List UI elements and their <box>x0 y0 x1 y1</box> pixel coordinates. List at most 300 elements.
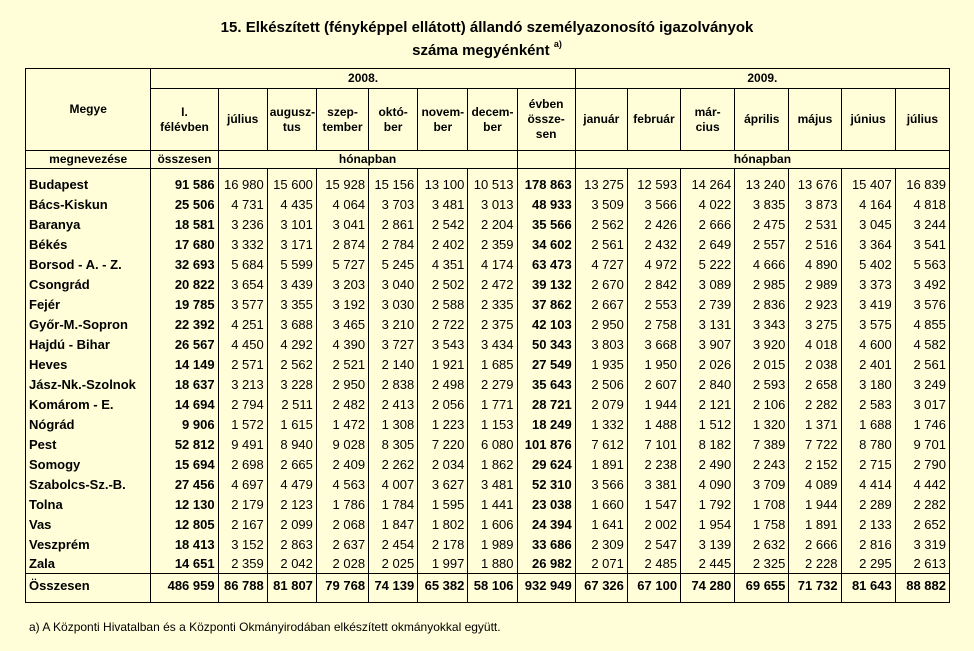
value-cell: 2 923 <box>789 294 841 314</box>
value-cell: 29 624 <box>517 454 575 474</box>
value-cell: 8 780 <box>841 434 895 454</box>
month-header-2009-0: január <box>575 89 627 151</box>
county-name: Veszprém <box>26 534 151 554</box>
value-cell: 3 228 <box>267 374 316 394</box>
value-cell: 52 310 <box>517 474 575 494</box>
value-cell: 2 511 <box>267 394 316 414</box>
county-name: Budapest <box>26 169 151 195</box>
value-cell: 2 506 <box>575 374 627 394</box>
value-cell: 19 785 <box>151 294 218 314</box>
value-cell: 2 056 <box>418 394 468 414</box>
value-cell: 1 308 <box>369 414 418 434</box>
month-header-2008-7: évben össze- sen <box>517 89 575 151</box>
value-cell: 2 583 <box>841 394 895 414</box>
value-cell: 2 667 <box>575 294 627 314</box>
value-cell: 4 697 <box>218 474 267 494</box>
value-cell: 2 482 <box>316 394 368 414</box>
value-cell: 3 509 <box>575 194 627 214</box>
value-cell: 2 262 <box>369 454 418 474</box>
value-cell: 28 721 <box>517 394 575 414</box>
value-cell: 3 709 <box>735 474 789 494</box>
value-cell: 1 944 <box>627 394 680 414</box>
value-cell: 15 694 <box>151 454 218 474</box>
value-cell: 13 240 <box>735 169 789 195</box>
value-cell: 3 434 <box>468 334 517 354</box>
value-cell: 2 516 <box>789 234 841 254</box>
title-footnote-mark: a) <box>553 39 562 49</box>
value-cell: 3 873 <box>789 194 841 214</box>
value-cell: 3 364 <box>841 234 895 254</box>
value-cell: 8 182 <box>681 434 735 454</box>
total-label: Összesen <box>26 574 151 603</box>
value-cell: 2 015 <box>735 354 789 374</box>
value-cell: 2 445 <box>681 554 735 574</box>
total-value-cell: 79 768 <box>316 574 368 603</box>
value-cell: 4 022 <box>681 194 735 214</box>
value-cell: 33 686 <box>517 534 575 554</box>
total-value-cell: 86 788 <box>218 574 267 603</box>
value-cell: 2 402 <box>418 234 468 254</box>
value-cell: 7 389 <box>735 434 789 454</box>
county-name: Csongrád <box>26 274 151 294</box>
value-cell: 2 666 <box>789 534 841 554</box>
value-cell: 3 439 <box>267 274 316 294</box>
value-cell: 3 419 <box>841 294 895 314</box>
value-cell: 3 465 <box>316 314 368 334</box>
value-cell: 3 089 <box>681 274 735 294</box>
value-cell: 2 698 <box>218 454 267 474</box>
value-cell: 2 521 <box>316 354 368 374</box>
value-cell: 3 210 <box>369 314 418 334</box>
table-row <box>26 374 950 394</box>
county-name: Nógrád <box>26 414 151 434</box>
value-cell: 4 007 <box>369 474 418 494</box>
value-cell: 2 561 <box>575 234 627 254</box>
value-cell: 14 651 <box>151 554 218 574</box>
value-cell: 5 222 <box>681 254 735 274</box>
value-cell: 5 599 <box>267 254 316 274</box>
table-row <box>26 554 950 574</box>
value-cell: 1 989 <box>468 534 517 554</box>
value-cell: 18 249 <box>517 414 575 434</box>
value-cell: 63 473 <box>517 254 575 274</box>
value-cell: 18 637 <box>151 374 218 394</box>
value-cell: 2 325 <box>735 554 789 574</box>
table-row <box>26 334 950 354</box>
data-table <box>25 68 950 603</box>
value-cell: 26 982 <box>517 554 575 574</box>
value-cell: 5 402 <box>841 254 895 274</box>
value-cell: 2 613 <box>895 554 949 574</box>
county-name: Szabolcs-Sz.-B. <box>26 474 151 494</box>
year-2009-header: 2009. <box>575 69 949 89</box>
value-cell: 2 038 <box>789 354 841 374</box>
value-cell: 1 708 <box>735 494 789 514</box>
value-cell: 2 950 <box>575 314 627 334</box>
value-cell: 3 835 <box>735 194 789 214</box>
county-name: Tolna <box>26 494 151 514</box>
month-header-2009-5: június <box>841 89 895 151</box>
value-cell: 23 038 <box>517 494 575 514</box>
value-cell: 3 703 <box>369 194 418 214</box>
total-value-cell: 74 139 <box>369 574 418 603</box>
value-cell: 3 013 <box>468 194 517 214</box>
value-cell: 1 921 <box>418 354 468 374</box>
total-value-cell: 74 280 <box>681 574 735 603</box>
value-cell: 3 803 <box>575 334 627 354</box>
table-row <box>26 414 950 434</box>
value-cell: 1 950 <box>627 354 680 374</box>
value-cell: 1 935 <box>575 354 627 374</box>
table-row <box>26 454 950 474</box>
value-cell: 14 264 <box>681 169 735 195</box>
value-cell: 2 607 <box>627 374 680 394</box>
value-cell: 2 204 <box>468 214 517 234</box>
value-cell: 1 997 <box>418 554 468 574</box>
value-cell: 2 034 <box>418 454 468 474</box>
value-cell: 22 392 <box>151 314 218 334</box>
value-cell: 13 676 <box>789 169 841 195</box>
total-value-cell: 67 100 <box>627 574 680 603</box>
value-cell: 4 450 <box>218 334 267 354</box>
month-header-2008-2: augusz- tus <box>267 89 316 151</box>
county-name: Jász-Nk.-Szolnok <box>26 374 151 394</box>
value-cell: 4 727 <box>575 254 627 274</box>
value-cell: 3 566 <box>627 194 680 214</box>
value-cell: 2 279 <box>468 374 517 394</box>
value-cell: 37 862 <box>517 294 575 314</box>
value-cell: 3 139 <box>681 534 735 554</box>
value-cell: 4 018 <box>789 334 841 354</box>
honapban-header-2009: hónapban <box>575 151 949 169</box>
value-cell: 14 149 <box>151 354 218 374</box>
value-cell: 2 531 <box>789 214 841 234</box>
value-cell: 2 562 <box>575 214 627 234</box>
total-value-cell: 71 732 <box>789 574 841 603</box>
value-cell: 2 140 <box>369 354 418 374</box>
value-cell: 52 812 <box>151 434 218 454</box>
total-value-cell: 69 655 <box>735 574 789 603</box>
month-header-2009-3: április <box>735 89 789 151</box>
value-cell: 3 332 <box>218 234 267 254</box>
value-cell: 3 688 <box>267 314 316 334</box>
value-cell: 2 123 <box>267 494 316 514</box>
county-name: Hajdú - Bihar <box>26 334 151 354</box>
value-cell: 27 549 <box>517 354 575 374</box>
value-cell: 4 089 <box>789 474 841 494</box>
month-header-2009-2: már- cius <box>681 89 735 151</box>
value-cell: 12 805 <box>151 514 218 534</box>
value-cell: 2 874 <box>316 234 368 254</box>
value-cell: 4 442 <box>895 474 949 494</box>
value-cell: 3 275 <box>789 314 841 334</box>
table-row <box>26 394 950 414</box>
value-cell: 4 818 <box>895 194 949 214</box>
value-cell: 2 666 <box>681 214 735 234</box>
page-title-line1: 15. Elkészített (fényképpel ellátott) állandó személyazonosító igazolványok <box>220 19 754 36</box>
value-cell: 1 488 <box>627 414 680 434</box>
value-cell: 4 435 <box>267 194 316 214</box>
value-cell: 2 309 <box>575 534 627 554</box>
value-cell: 9 906 <box>151 414 218 434</box>
value-cell: 2 106 <box>735 394 789 414</box>
value-cell: 3 203 <box>316 274 368 294</box>
month-header-2009-4: május <box>789 89 841 151</box>
value-cell: 26 567 <box>151 334 218 354</box>
value-cell: 3 543 <box>418 334 468 354</box>
value-cell: 4 174 <box>468 254 517 274</box>
month-header-2008-0: I. félévben <box>151 89 218 151</box>
value-cell: 25 506 <box>151 194 218 214</box>
value-cell: 2 289 <box>841 494 895 514</box>
value-cell: 2 842 <box>627 274 680 294</box>
value-cell: 3 373 <box>841 274 895 294</box>
value-cell: 39 132 <box>517 274 575 294</box>
month-header-2008-5: novem- ber <box>418 89 468 151</box>
total-value-cell: 65 382 <box>418 574 468 603</box>
value-cell: 1 153 <box>468 414 517 434</box>
value-cell: 2 863 <box>267 534 316 554</box>
value-cell: 7 722 <box>789 434 841 454</box>
value-cell: 5 245 <box>369 254 418 274</box>
value-cell: 3 907 <box>681 334 735 354</box>
value-cell: 3 213 <box>218 374 267 394</box>
value-cell: 1 792 <box>681 494 735 514</box>
value-cell: 2 557 <box>735 234 789 254</box>
value-cell: 3 668 <box>627 334 680 354</box>
value-cell: 2 295 <box>841 554 895 574</box>
value-cell: 4 582 <box>895 334 949 354</box>
value-cell: 2 472 <box>468 274 517 294</box>
value-cell: 50 343 <box>517 334 575 354</box>
total-value-cell: 67 326 <box>575 574 627 603</box>
total-row <box>26 574 950 603</box>
value-cell: 178 863 <box>517 169 575 195</box>
value-cell: 3 180 <box>841 374 895 394</box>
value-cell: 2 658 <box>789 374 841 394</box>
table-row <box>26 214 950 234</box>
value-cell: 3 920 <box>735 334 789 354</box>
value-cell: 15 156 <box>369 169 418 195</box>
value-cell: 1 944 <box>789 494 841 514</box>
value-cell: 2 588 <box>418 294 468 314</box>
value-cell: 2 375 <box>468 314 517 334</box>
value-cell: 16 980 <box>218 169 267 195</box>
value-cell: 1 472 <box>316 414 368 434</box>
value-cell: 24 394 <box>517 514 575 534</box>
value-cell: 3 171 <box>267 234 316 254</box>
table-row <box>26 274 950 294</box>
value-cell: 13 100 <box>418 169 468 195</box>
month-header-2008-3: szep- tember <box>316 89 368 151</box>
value-cell: 4 563 <box>316 474 368 494</box>
value-cell: 3 236 <box>218 214 267 234</box>
table-row <box>26 434 950 454</box>
value-cell: 3 249 <box>895 374 949 394</box>
value-cell: 1 223 <box>418 414 468 434</box>
value-cell: 2 042 <box>267 554 316 574</box>
value-cell: 42 103 <box>517 314 575 334</box>
value-cell: 2 985 <box>735 274 789 294</box>
value-cell: 4 390 <box>316 334 368 354</box>
month-header-2008-1: július <box>218 89 267 151</box>
value-cell: 4 479 <box>267 474 316 494</box>
value-cell: 2 498 <box>418 374 468 394</box>
value-cell: 2 840 <box>681 374 735 394</box>
value-cell: 2 026 <box>681 354 735 374</box>
value-cell: 3 101 <box>267 214 316 234</box>
value-cell: 2 426 <box>627 214 680 234</box>
value-cell: 3 343 <box>735 314 789 334</box>
value-cell: 4 292 <box>267 334 316 354</box>
value-cell: 2 178 <box>418 534 468 554</box>
value-cell: 1 371 <box>789 414 841 434</box>
value-cell: 2 989 <box>789 274 841 294</box>
table-row <box>26 294 950 314</box>
value-cell: 2 950 <box>316 374 368 394</box>
megye-header: Megye <box>26 69 151 151</box>
value-cell: 1 641 <box>575 514 627 534</box>
value-cell: 7 220 <box>418 434 468 454</box>
county-name: Fejér <box>26 294 151 314</box>
value-cell: 2 502 <box>418 274 468 294</box>
value-cell: 2 836 <box>735 294 789 314</box>
table-row <box>26 514 950 534</box>
value-cell: 1 547 <box>627 494 680 514</box>
value-cell: 35 643 <box>517 374 575 394</box>
value-cell: 3 030 <box>369 294 418 314</box>
megnevezese-header: megnevezése <box>26 151 151 169</box>
value-cell: 2 490 <box>681 454 735 474</box>
value-cell: 8 940 <box>267 434 316 454</box>
value-cell: 2 652 <box>895 514 949 534</box>
value-cell: 3 627 <box>418 474 468 494</box>
value-cell: 6 080 <box>468 434 517 454</box>
value-cell: 7 101 <box>627 434 680 454</box>
value-cell: 5 727 <box>316 254 368 274</box>
value-cell: 2 413 <box>369 394 418 414</box>
month-header-2008-4: októ- ber <box>369 89 418 151</box>
value-cell: 2 571 <box>218 354 267 374</box>
value-cell: 32 693 <box>151 254 218 274</box>
value-cell: 2 401 <box>841 354 895 374</box>
value-cell: 13 275 <box>575 169 627 195</box>
value-cell: 3 381 <box>627 474 680 494</box>
value-cell: 1 771 <box>468 394 517 414</box>
evben-blank <box>517 151 575 169</box>
value-cell: 2 790 <box>895 454 949 474</box>
honapban-header-2008: hónapban <box>218 151 517 169</box>
value-cell: 3 192 <box>316 294 368 314</box>
value-cell: 7 612 <box>575 434 627 454</box>
value-cell: 18 413 <box>151 534 218 554</box>
value-cell: 2 632 <box>735 534 789 554</box>
value-cell: 3 727 <box>369 334 418 354</box>
value-cell: 35 566 <box>517 214 575 234</box>
total-value-cell: 486 959 <box>151 574 218 603</box>
value-cell: 4 972 <box>627 254 680 274</box>
value-cell: 4 251 <box>218 314 267 334</box>
value-cell: 2 099 <box>267 514 316 534</box>
value-cell: 48 933 <box>517 194 575 214</box>
county-name: Zala <box>26 554 151 574</box>
value-cell: 3 152 <box>218 534 267 554</box>
table-row <box>26 314 950 334</box>
value-cell: 1 332 <box>575 414 627 434</box>
value-cell: 3 492 <box>895 274 949 294</box>
value-cell: 2 784 <box>369 234 418 254</box>
value-cell: 9 701 <box>895 434 949 454</box>
value-cell: 2 025 <box>369 554 418 574</box>
value-cell: 2 228 <box>789 554 841 574</box>
value-cell: 2 238 <box>627 454 680 474</box>
county-name: Somogy <box>26 454 151 474</box>
table-row <box>26 474 950 494</box>
county-name: Baranya <box>26 214 151 234</box>
value-cell: 3 131 <box>681 314 735 334</box>
value-cell: 8 305 <box>369 434 418 454</box>
value-cell: 27 456 <box>151 474 218 494</box>
value-cell: 2 071 <box>575 554 627 574</box>
value-cell: 9 028 <box>316 434 368 454</box>
value-cell: 4 600 <box>841 334 895 354</box>
value-cell: 5 563 <box>895 254 949 274</box>
county-name: Komárom - E. <box>26 394 151 414</box>
value-cell: 3 541 <box>895 234 949 254</box>
value-cell: 2 485 <box>627 554 680 574</box>
value-cell: 1 441 <box>468 494 517 514</box>
month-header-2009-1: február <box>627 89 680 151</box>
value-cell: 14 694 <box>151 394 218 414</box>
value-cell: 2 649 <box>681 234 735 254</box>
value-cell: 18 581 <box>151 214 218 234</box>
value-cell: 2 079 <box>575 394 627 414</box>
osszesen-header: összesen <box>151 151 218 169</box>
value-cell: 1 862 <box>468 454 517 474</box>
value-cell: 4 414 <box>841 474 895 494</box>
value-cell: 2 282 <box>789 394 841 414</box>
value-cell: 2 561 <box>895 354 949 374</box>
value-cell: 20 822 <box>151 274 218 294</box>
total-value-cell: 81 807 <box>267 574 316 603</box>
value-cell: 1 891 <box>575 454 627 474</box>
value-cell: 2 152 <box>789 454 841 474</box>
value-cell: 2 547 <box>627 534 680 554</box>
value-cell: 1 572 <box>218 414 267 434</box>
value-cell: 2 409 <box>316 454 368 474</box>
value-cell: 15 928 <box>316 169 368 195</box>
value-cell: 2 475 <box>735 214 789 234</box>
value-cell: 16 839 <box>895 169 949 195</box>
value-cell: 101 876 <box>517 434 575 454</box>
total-value-cell: 932 949 <box>517 574 575 603</box>
value-cell: 1 606 <box>468 514 517 534</box>
county-name: Pest <box>26 434 151 454</box>
value-cell: 1 786 <box>316 494 368 514</box>
value-cell: 3 041 <box>316 214 368 234</box>
value-cell: 12 593 <box>627 169 680 195</box>
value-cell: 3 654 <box>218 274 267 294</box>
value-cell: 3 355 <box>267 294 316 314</box>
table-row <box>26 234 950 254</box>
table-row <box>26 534 950 554</box>
month-header-2009-6: július <box>895 89 949 151</box>
value-cell: 2 739 <box>681 294 735 314</box>
value-cell: 9 491 <box>218 434 267 454</box>
value-cell: 3 319 <box>895 534 949 554</box>
value-cell: 12 130 <box>151 494 218 514</box>
value-cell: 2 838 <box>369 374 418 394</box>
